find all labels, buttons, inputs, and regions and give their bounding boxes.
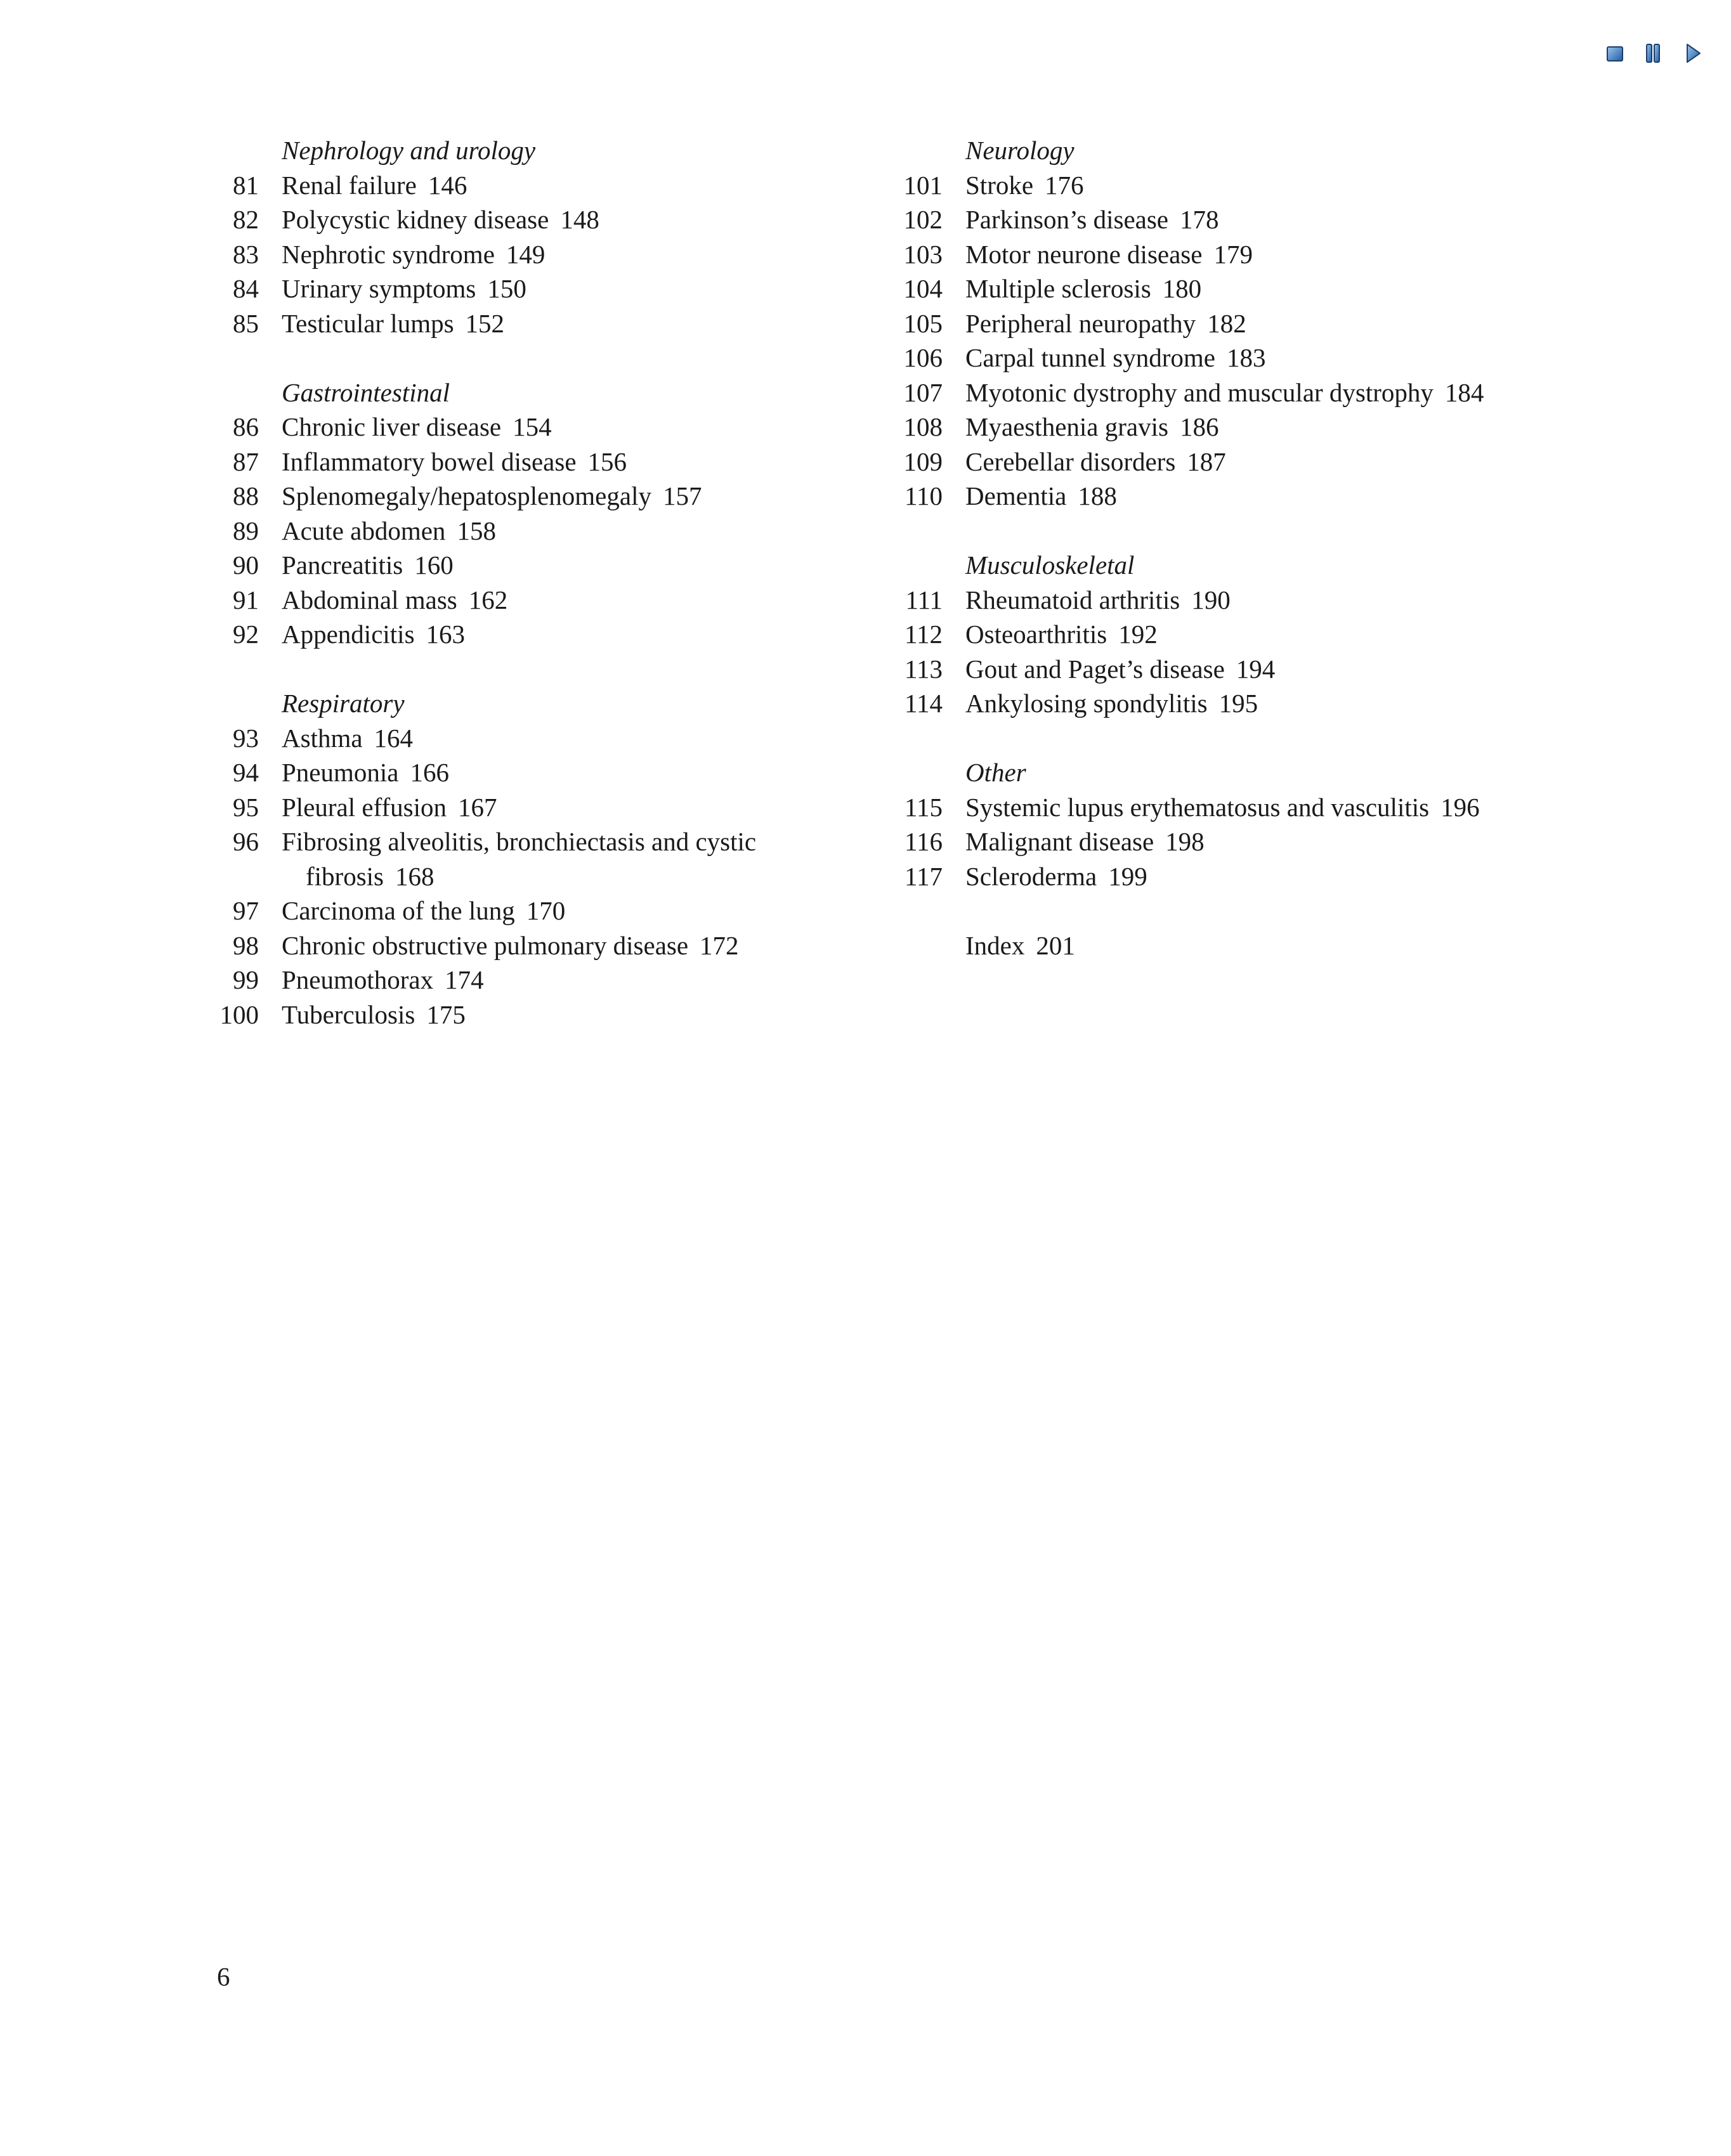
toc-entry[interactable] xyxy=(893,445,1559,479)
contents-right-column xyxy=(893,133,1559,963)
entry-number: 116 xyxy=(905,827,943,856)
entry-number: 99 xyxy=(233,965,259,994)
toc-entry[interactable] xyxy=(893,202,1559,237)
toc-entry[interactable] xyxy=(893,410,1559,445)
toc-entry[interactable] xyxy=(209,617,875,652)
toc-entry[interactable] xyxy=(893,237,1559,272)
toc-entry-index[interactable] xyxy=(893,928,1559,963)
entry-page: 176 xyxy=(1045,170,1084,200)
entry-number: 112 xyxy=(905,620,943,649)
toc-entry[interactable] xyxy=(209,928,875,963)
entry-number: 98 xyxy=(233,930,259,960)
entry-page: 179 xyxy=(1213,239,1253,269)
entry-number: 96 xyxy=(233,827,259,856)
toc-entry[interactable] xyxy=(209,790,875,825)
section-heading-musculoskeletal: Musculoskeletal xyxy=(965,550,1135,580)
toc-entry[interactable] xyxy=(209,824,875,859)
entry-title: Testicular lumps xyxy=(282,308,454,338)
entry-page: 170 xyxy=(526,896,566,925)
entry-number: 92 xyxy=(233,620,259,649)
entry-number: 105 xyxy=(903,308,943,338)
entry-title: Splenomegaly/hepatosplenomegaly xyxy=(282,481,651,510)
entry-title: Acute abdomen xyxy=(282,516,446,545)
entry-title: Carcinoma of the lung xyxy=(282,896,515,925)
entry-page: 187 xyxy=(1187,446,1226,476)
entry-number: 110 xyxy=(905,481,943,510)
entry-title: Scleroderma xyxy=(965,861,1097,891)
play-button[interactable] xyxy=(1680,41,1705,66)
entry-page: 183 xyxy=(1226,343,1266,372)
entry-number: 117 xyxy=(905,861,943,891)
toc-entry[interactable] xyxy=(209,721,875,756)
toc-entry[interactable] xyxy=(893,479,1559,514)
section-heading-respiratory: Respiratory xyxy=(282,689,405,718)
entry-number: 108 xyxy=(903,412,943,441)
entry-title: Asthma xyxy=(282,723,363,753)
toc-entry[interactable] xyxy=(893,271,1559,306)
entry-number: 111 xyxy=(905,585,943,614)
entry-number: 115 xyxy=(905,792,943,822)
entry-title: Carpal tunnel syndrome xyxy=(965,343,1215,372)
entry-number: 81 xyxy=(233,170,259,200)
entry-page: 201 xyxy=(1036,930,1075,960)
entry-title: Nephrotic syndrome xyxy=(282,239,495,269)
section-spacer xyxy=(893,721,1559,756)
entry-title: Fibrosing alveolitis, bronchiectasis and cystic xyxy=(282,827,757,856)
page-number: 6 xyxy=(217,1962,230,1991)
entry-number: 86 xyxy=(233,412,259,441)
toc-entry[interactable] xyxy=(209,479,875,514)
entry-number: 107 xyxy=(903,377,943,407)
entry-number: 85 xyxy=(233,308,259,338)
entry-title: Myotonic dystrophy and muscular dystrophy xyxy=(965,377,1434,407)
entry-title: Malignant disease xyxy=(965,827,1154,856)
entry-title: Polycystic kidney disease xyxy=(282,205,549,234)
entry-title: Systemic lupus erythematosus and vasculitis xyxy=(965,792,1430,822)
entry-title: Pneumothorax xyxy=(282,965,434,994)
stop-icon xyxy=(1602,41,1628,66)
entry-page: 180 xyxy=(1162,274,1202,303)
toc-entry[interactable] xyxy=(893,859,1559,894)
toc-entry[interactable] xyxy=(209,168,875,203)
entry-page: 166 xyxy=(410,758,449,787)
toc-entry[interactable] xyxy=(209,271,875,306)
entry-title: Osteoarthritis xyxy=(965,620,1107,649)
index-title: Index xyxy=(965,930,1025,960)
entry-title: Abdominal mass xyxy=(282,585,457,614)
entry-page: 162 xyxy=(468,585,508,614)
entry-page: 198 xyxy=(1165,827,1205,856)
entry-page: 146 xyxy=(428,170,467,200)
entry-page: 160 xyxy=(414,550,454,580)
entry-number: 83 xyxy=(233,239,259,269)
entry-page: 158 xyxy=(457,516,496,545)
entry-title: Stroke xyxy=(965,170,1034,200)
stop-button[interactable] xyxy=(1602,41,1628,66)
entry-number: 89 xyxy=(233,516,259,545)
toc-entry[interactable] xyxy=(209,410,875,445)
toc-entry[interactable] xyxy=(893,375,1559,410)
toc-entry[interactable] xyxy=(893,652,1559,687)
entry-title: Renal failure xyxy=(282,170,417,200)
section-heading-neurology: Neurology xyxy=(965,136,1075,165)
player-toolbar xyxy=(1602,41,1716,66)
entry-number: 84 xyxy=(233,274,259,303)
pause-icon xyxy=(1640,41,1666,66)
entry-number: 101 xyxy=(903,170,943,200)
toc-entry[interactable] xyxy=(893,341,1559,375)
entry-number: 95 xyxy=(233,792,259,822)
toc-entry[interactable] xyxy=(209,237,875,272)
toc-entry[interactable] xyxy=(209,548,875,583)
entry-number: 104 xyxy=(903,274,943,303)
entry-page: 148 xyxy=(560,205,599,234)
entry-page: 174 xyxy=(445,965,484,994)
toc-entry[interactable] xyxy=(209,997,875,1032)
entry-title: Appendicitis xyxy=(282,620,415,649)
entry-title: Multiple sclerosis xyxy=(965,274,1151,303)
entry-title: Pneumonia xyxy=(282,758,399,787)
entry-page: 175 xyxy=(426,999,466,1029)
entry-page: 168 xyxy=(395,861,434,891)
toc-entry[interactable] xyxy=(209,306,875,341)
entry-page: 157 xyxy=(662,481,702,510)
toc-entry[interactable] xyxy=(893,617,1559,652)
entry-title: Chronic liver disease xyxy=(282,412,502,441)
entry-number: 93 xyxy=(233,723,259,753)
entry-title: Myaesthenia gravis xyxy=(965,412,1168,441)
entry-number: 102 xyxy=(903,205,943,234)
entry-page: 186 xyxy=(1179,412,1219,441)
entry-number: 114 xyxy=(905,689,943,718)
entry-page: 164 xyxy=(374,723,414,753)
entry-number: 106 xyxy=(903,343,943,372)
entry-page: 192 xyxy=(1118,620,1158,649)
entry-page: 172 xyxy=(700,930,739,960)
toc-entry[interactable] xyxy=(209,514,875,549)
entry-number: 82 xyxy=(233,205,259,234)
toc-entry[interactable] xyxy=(893,583,1559,618)
entry-title: Urinary symptoms xyxy=(282,274,476,303)
entry-page: 149 xyxy=(506,239,545,269)
entry-number: 94 xyxy=(233,758,259,787)
entry-number: 100 xyxy=(219,999,259,1029)
entry-page: 152 xyxy=(465,308,505,338)
entry-title-continuation: fibrosis xyxy=(306,861,384,891)
entry-number: 109 xyxy=(903,446,943,476)
entry-title: Ankylosing spondylitis xyxy=(965,689,1208,718)
entry-title: Motor neurone disease xyxy=(965,239,1203,269)
section-heading-gastrointestinal: Gastrointestinal xyxy=(282,377,450,407)
entry-title: Gout and Paget’s disease xyxy=(965,654,1225,684)
entry-page: 167 xyxy=(458,792,497,822)
entry-number: 87 xyxy=(233,446,259,476)
entry-page: 196 xyxy=(1440,792,1480,822)
toc-entry[interactable] xyxy=(209,963,875,997)
entry-title: Dementia xyxy=(965,481,1067,510)
pause-button[interactable] xyxy=(1640,41,1666,66)
entry-title: Pleural effusion xyxy=(282,792,447,822)
entry-number: 97 xyxy=(233,896,259,925)
toc-entry[interactable] xyxy=(209,893,875,928)
entry-title: Parkinson’s disease xyxy=(965,205,1168,234)
entry-title: Tuberculosis xyxy=(282,999,415,1029)
section-heading-nephrology: Nephrology and urology xyxy=(282,136,536,165)
section-heading-other: Other xyxy=(965,758,1026,787)
entry-number: 90 xyxy=(233,550,259,580)
toc-entry[interactable] xyxy=(893,824,1559,859)
entry-page: 178 xyxy=(1180,205,1219,234)
entry-title: Cerebellar disorders xyxy=(965,446,1176,476)
entry-page: 156 xyxy=(587,446,627,476)
entry-page: 150 xyxy=(487,274,526,303)
entry-number: 113 xyxy=(905,654,943,684)
toc-entry[interactable] xyxy=(209,583,875,618)
entry-title: Inflammatory bowel disease xyxy=(282,446,577,476)
toc-entry[interactable] xyxy=(893,168,1559,203)
entry-page: 182 xyxy=(1207,308,1246,338)
toc-entry[interactable] xyxy=(893,686,1559,721)
toc-entry[interactable] xyxy=(209,202,875,237)
entry-page: 154 xyxy=(513,412,552,441)
entry-page: 184 xyxy=(1444,377,1484,407)
entry-number: 91 xyxy=(233,585,259,614)
entry-page: 188 xyxy=(1078,481,1117,510)
toc-entry[interactable] xyxy=(893,790,1559,825)
toc-entry[interactable] xyxy=(209,755,875,790)
contents-left-column xyxy=(209,133,875,1032)
entry-page: 190 xyxy=(1191,585,1231,614)
entry-title: Rheumatoid arthritis xyxy=(965,585,1180,614)
entry-page: 163 xyxy=(426,620,466,649)
entry-title: Pancreatitis xyxy=(282,550,403,580)
toc-entry[interactable] xyxy=(893,306,1559,341)
entry-number: 103 xyxy=(903,239,943,269)
entry-page: 199 xyxy=(1108,861,1147,891)
section-spacer xyxy=(209,652,875,687)
section-spacer xyxy=(893,514,1559,549)
section-spacer xyxy=(209,341,875,375)
entry-title: Chronic obstructive pulmonary disease xyxy=(282,930,689,960)
entry-page: 194 xyxy=(1236,654,1276,684)
entry-title: Peripheral neuropathy xyxy=(965,308,1196,338)
toc-entry[interactable] xyxy=(209,445,875,479)
entry-number: 88 xyxy=(233,481,259,510)
play-icon xyxy=(1680,41,1705,66)
section-spacer xyxy=(893,893,1559,928)
toc-entry-continuation[interactable] xyxy=(209,859,875,894)
entry-page: 195 xyxy=(1218,689,1258,718)
